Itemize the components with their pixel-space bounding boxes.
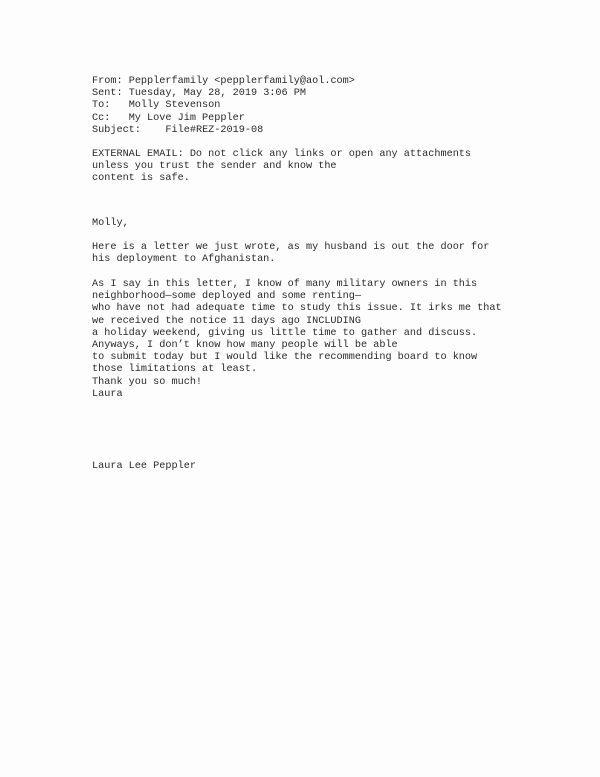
body-line: As I say in this letter, I know of many military owners in this [92,279,478,290]
body-line: we received the notice 11 days ago INCLUDING [92,315,361,327]
body-line: Here is a letter we just wrote, as my husband is out the door for [92,242,490,253]
sent-value: Tuesday, May 28, 2019 3:06 PM [128,88,306,100]
from-row [92,76,355,88]
sent-label: Sent: [92,88,123,100]
body-line: Laura [92,388,123,400]
paragraph-1 [92,242,489,266]
body-line: those limitations at least. [92,364,258,376]
body-line: Thank you so much! [92,376,203,388]
subject-label: Subject: [92,124,141,136]
greeting: Molly, [92,218,129,229]
body-line: who have not had adequate time to study this issue. It irks me that [92,303,502,315]
paragraph-2 [92,279,502,401]
subject-value: File#REZ-2019-08 [165,124,264,136]
to-row [92,100,355,112]
signature: Laura Lee Peppler [92,461,196,472]
external-email-warning [92,149,471,186]
warning-line: EXTERNAL EMAIL: Do not click any links or open any attachments [92,149,472,160]
sent-row [92,88,355,100]
cc-label: Cc: [92,112,111,124]
to-label: To: [92,100,111,112]
body-line: neighborhood—some deployed and some renting— [92,291,361,303]
cc-row [92,113,355,125]
body-line: a holiday weekend, giving us little time to gather and discuss. [92,327,478,339]
from-value: Pepplerfamily <pepplerfamily@aol.com> [128,76,355,87]
body-line: to submit today but I would like the recommending board to know [92,352,478,364]
to-value: Molly Stevenson [128,100,221,112]
warning-line: unless you trust the sender and know the [92,161,337,173]
body-line: Anyways, I don’t know how many people will be able [92,340,398,352]
warning-line: content is safe. [92,173,190,185]
cc-value: My Love Jim Peppler [128,112,245,124]
from-label: From: [92,76,123,87]
body-line: his deployment to Afghanistan. [92,254,276,266]
email-header [92,76,355,137]
subject-row [92,125,355,137]
